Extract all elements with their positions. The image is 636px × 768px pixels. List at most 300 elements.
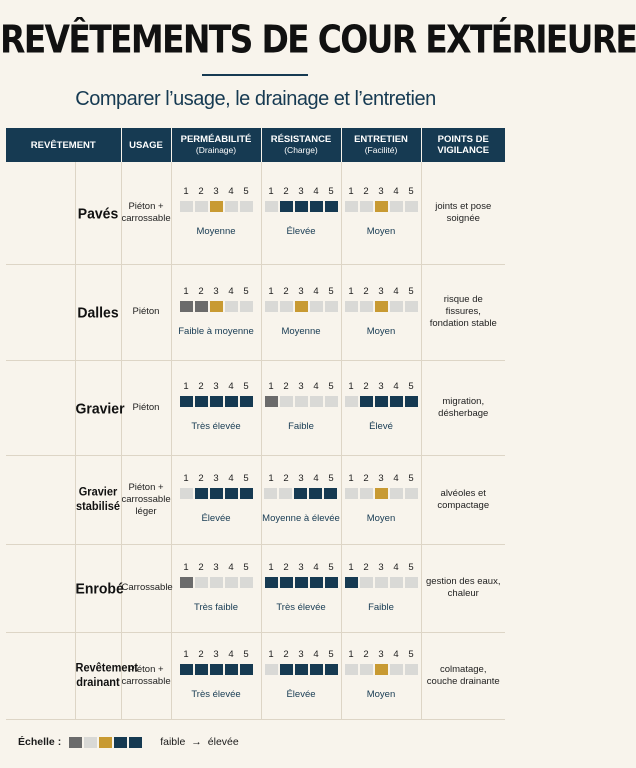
rating-block bbox=[390, 577, 403, 588]
usage-line: léger bbox=[135, 505, 157, 517]
scale-number: 2 bbox=[363, 381, 369, 392]
resistance-rating bbox=[265, 286, 338, 337]
permeabilite-rating-cell bbox=[171, 360, 261, 455]
rating-block bbox=[280, 664, 293, 675]
rating-block bbox=[360, 201, 373, 212]
rating-blocks bbox=[265, 664, 338, 675]
rating-blocks bbox=[345, 577, 418, 588]
rating-blocks bbox=[345, 201, 418, 212]
vigilance-line: colmatage, bbox=[440, 663, 487, 675]
scale-numbers bbox=[180, 562, 253, 573]
entretien-label: Élevé bbox=[369, 421, 393, 432]
legend-high: élevée bbox=[207, 736, 239, 748]
scale-number: 5 bbox=[243, 473, 249, 484]
vigilance-line: fondation stable bbox=[429, 318, 497, 329]
resistance-rating bbox=[265, 186, 338, 237]
scale-number: 1 bbox=[348, 561, 354, 573]
rating-block bbox=[280, 396, 293, 407]
scale-number: 4 bbox=[313, 186, 319, 198]
vigilance-line: couche drainante bbox=[426, 675, 500, 687]
vigilance-line: chaleur bbox=[447, 588, 479, 599]
scale-number: 3 bbox=[378, 473, 384, 484]
rating-block bbox=[279, 488, 292, 499]
rating-block bbox=[265, 664, 278, 675]
rating-block bbox=[390, 301, 403, 312]
resistance-rating-cell bbox=[261, 632, 341, 719]
rating-block bbox=[345, 396, 358, 407]
scale-number: 3 bbox=[378, 561, 384, 573]
resistance-rating-cell bbox=[261, 162, 341, 264]
table-body bbox=[6, 162, 505, 719]
scale-numbers bbox=[265, 381, 338, 392]
rating-block bbox=[295, 301, 308, 312]
rating-block bbox=[225, 577, 238, 588]
scale-number: 1 bbox=[268, 186, 274, 198]
entretien-rating-cell bbox=[341, 360, 421, 455]
col-header-permeabilite-title: PERMÉABILITÉ bbox=[180, 134, 252, 145]
scale-number: 3 bbox=[378, 381, 384, 392]
scale-number: 2 bbox=[363, 285, 369, 297]
scale-number: 3 bbox=[213, 649, 219, 660]
scale-number: 1 bbox=[183, 649, 189, 660]
permeabilite-rating-cell bbox=[171, 264, 261, 360]
legend-low: faible bbox=[160, 736, 186, 748]
vigilance-line: gestion des eaux, bbox=[426, 576, 501, 587]
rating-blocks bbox=[265, 201, 338, 212]
scale-numbers bbox=[262, 473, 340, 484]
permeabilite-rating bbox=[178, 286, 254, 337]
scale-number: 5 bbox=[243, 561, 249, 573]
usage-line: Piéton bbox=[132, 306, 160, 317]
vigilance-cell bbox=[421, 544, 505, 632]
col-header-resistance-sub: (Charge) bbox=[284, 145, 318, 155]
scale-number: 4 bbox=[393, 473, 399, 484]
permeabilite-rating-cell bbox=[171, 455, 261, 544]
col-header-permeabilite bbox=[171, 128, 261, 162]
table-row bbox=[6, 455, 505, 544]
rating-block bbox=[210, 577, 223, 588]
entretien-label: Moyen bbox=[366, 325, 396, 337]
rating-block bbox=[310, 201, 323, 212]
rating-block bbox=[345, 488, 358, 499]
rating-block bbox=[325, 301, 338, 312]
rating-block bbox=[240, 301, 253, 312]
permeabilite-label: Très élevée bbox=[191, 421, 241, 432]
rating-block bbox=[280, 201, 293, 212]
scale-number: 5 bbox=[408, 186, 414, 198]
permeabilite-rating bbox=[180, 381, 253, 432]
scale-number: 4 bbox=[228, 381, 234, 392]
scale-number: 3 bbox=[213, 473, 219, 484]
scale-number: 5 bbox=[243, 186, 249, 198]
rating-blocks bbox=[345, 664, 418, 675]
usage-cell bbox=[121, 360, 171, 455]
scale-number: 4 bbox=[393, 186, 399, 198]
col-header-revetement: REVÊTEMENT bbox=[6, 128, 121, 162]
resistance-rating bbox=[265, 649, 338, 700]
vigilance-line: migration, bbox=[442, 395, 485, 407]
rating-block bbox=[375, 301, 388, 312]
scale-number: 4 bbox=[393, 381, 399, 392]
scale-number: 4 bbox=[228, 649, 234, 660]
resistance-rating bbox=[265, 562, 338, 613]
rating-block bbox=[390, 201, 403, 212]
scale-number: 1 bbox=[183, 473, 189, 484]
scale-number: 1 bbox=[348, 381, 354, 392]
rating-blocks bbox=[265, 396, 338, 407]
entretien-rating-cell bbox=[341, 455, 421, 544]
rating-block bbox=[240, 396, 253, 407]
scale-number: 1 bbox=[183, 285, 189, 297]
scale-number: 2 bbox=[198, 561, 204, 573]
scale-number: 1 bbox=[183, 186, 189, 198]
permeabilite-label: Très élevée bbox=[191, 689, 241, 700]
scale-numbers bbox=[180, 381, 253, 392]
permeabilite-label: Élevée bbox=[201, 513, 231, 524]
resistance-label: Très élevée bbox=[276, 601, 326, 613]
rating-blocks bbox=[180, 201, 253, 212]
resistance-rating bbox=[262, 473, 340, 524]
rating-block bbox=[225, 488, 238, 499]
table-row bbox=[6, 544, 505, 632]
scale-numbers bbox=[265, 286, 338, 297]
rating-block bbox=[390, 488, 403, 499]
scale-number: 3 bbox=[298, 186, 304, 198]
surface-name: Dalles bbox=[75, 260, 121, 364]
scale-number: 2 bbox=[283, 285, 289, 297]
scale-legend bbox=[18, 736, 239, 748]
scale-number: 1 bbox=[268, 473, 274, 484]
col-header-permeabilite-sub: (Drainage) bbox=[195, 145, 237, 155]
scale-number: 3 bbox=[298, 285, 304, 297]
comparison-table bbox=[6, 128, 505, 720]
rating-block bbox=[345, 201, 358, 212]
surface-swatch bbox=[6, 360, 75, 455]
scale-numbers bbox=[180, 473, 253, 484]
resistance-label: Élevée bbox=[286, 689, 316, 700]
entretien-rating-cell bbox=[341, 162, 421, 264]
scale-number: 5 bbox=[408, 473, 414, 484]
rating-block bbox=[265, 301, 278, 312]
scale-number: 5 bbox=[243, 649, 249, 660]
usage-cell bbox=[121, 264, 171, 360]
table-row bbox=[6, 162, 505, 264]
scale-number: 5 bbox=[243, 285, 249, 297]
vigilance-line: alvéoles et bbox=[440, 487, 486, 499]
rating-block bbox=[225, 396, 238, 407]
entretien-rating-cell bbox=[341, 264, 421, 360]
scale-number: 5 bbox=[328, 186, 334, 198]
scale-number: 3 bbox=[298, 473, 304, 484]
scale-number: 4 bbox=[393, 649, 399, 660]
entretien-rating bbox=[345, 186, 418, 237]
legend-block bbox=[99, 737, 112, 748]
rating-block bbox=[360, 301, 373, 312]
scale-number: 1 bbox=[268, 649, 274, 660]
rating-block bbox=[240, 488, 253, 499]
scale-numbers bbox=[265, 649, 338, 660]
col-header-resistance bbox=[261, 128, 341, 162]
rating-block bbox=[375, 577, 388, 588]
scale-number: 5 bbox=[408, 561, 414, 573]
scale-number: 5 bbox=[328, 285, 334, 297]
rating-block bbox=[195, 664, 208, 675]
surface-name: Gravier stabilisé bbox=[75, 451, 121, 547]
title-divider bbox=[202, 74, 308, 76]
scale-number: 1 bbox=[268, 561, 274, 573]
vigilance-line: soignée bbox=[446, 212, 480, 224]
permeabilite-label: Faible à moyenne bbox=[178, 325, 254, 337]
scale-number: 3 bbox=[378, 285, 384, 297]
resistance-rating-cell bbox=[261, 264, 341, 360]
col-header-vigilance: POINTS DE VIGILANCE bbox=[421, 128, 505, 162]
rating-block bbox=[345, 664, 358, 675]
rating-block bbox=[195, 301, 208, 312]
surface-name: Gravier bbox=[75, 356, 121, 459]
scale-number: 3 bbox=[213, 381, 219, 392]
rating-block bbox=[324, 488, 337, 499]
rating-block bbox=[280, 301, 293, 312]
resistance-rating-cell bbox=[261, 544, 341, 632]
rating-block bbox=[240, 664, 253, 675]
rating-blocks bbox=[180, 396, 253, 407]
entretien-rating-cell bbox=[341, 632, 421, 719]
usage-line: Piéton bbox=[132, 401, 160, 413]
vigilance-line: désherbage bbox=[438, 407, 489, 419]
rating-block bbox=[309, 488, 322, 499]
legend-block bbox=[84, 737, 97, 748]
rating-block bbox=[265, 396, 278, 407]
scale-numbers bbox=[180, 649, 253, 660]
scale-number: 4 bbox=[228, 186, 234, 198]
scale-number: 1 bbox=[348, 186, 354, 198]
col-header-entretien-title: ENTRETIEN bbox=[354, 134, 408, 145]
scale-number: 1 bbox=[183, 561, 189, 573]
rating-blocks bbox=[178, 301, 254, 312]
scale-number: 3 bbox=[298, 561, 304, 573]
scale-numbers bbox=[345, 562, 418, 573]
rating-block bbox=[240, 577, 253, 588]
scale-number: 2 bbox=[198, 649, 204, 660]
surface-name: Pavés bbox=[75, 158, 121, 268]
scale-number: 3 bbox=[378, 649, 384, 660]
scale-number: 2 bbox=[363, 186, 369, 198]
usage-line: Piéton + bbox=[128, 663, 164, 675]
scale-number: 5 bbox=[408, 649, 414, 660]
entretien-rating bbox=[345, 473, 418, 524]
rating-block bbox=[264, 488, 277, 499]
surface-swatch bbox=[6, 544, 75, 632]
permeabilite-rating bbox=[180, 562, 253, 613]
scale-number: 2 bbox=[283, 186, 289, 198]
scale-numbers bbox=[180, 186, 253, 197]
page-title: REVÊTEMENTS DE COUR EXTÉRIEURE bbox=[0, 17, 636, 62]
rating-block bbox=[310, 577, 323, 588]
scale-number: 1 bbox=[348, 473, 354, 484]
rating-block bbox=[345, 577, 358, 588]
rating-block bbox=[295, 664, 308, 675]
scale-number: 2 bbox=[363, 473, 369, 484]
rating-block bbox=[180, 201, 193, 212]
resistance-label: Moyenne à élevée bbox=[262, 513, 340, 524]
entretien-rating bbox=[345, 286, 418, 337]
rating-block bbox=[210, 396, 223, 407]
scale-numbers bbox=[345, 186, 418, 197]
rating-block bbox=[405, 301, 418, 312]
permeabilite-rating bbox=[180, 649, 253, 700]
rating-block bbox=[210, 201, 223, 212]
rating-block bbox=[240, 201, 253, 212]
scale-number: 1 bbox=[183, 381, 189, 392]
rating-block bbox=[405, 396, 418, 407]
permeabilite-rating bbox=[180, 186, 253, 237]
surface-texture-image bbox=[0, 301, 83, 323]
vigilance-cell bbox=[421, 162, 505, 264]
rating-blocks bbox=[180, 577, 253, 588]
entretien-rating bbox=[345, 649, 418, 700]
col-header-resistance-title: RÉSISTANCE bbox=[270, 134, 332, 145]
resistance-rating-cell bbox=[261, 455, 341, 544]
scale-number: 2 bbox=[198, 285, 204, 297]
usage-cell bbox=[121, 632, 171, 719]
entretien-rating bbox=[345, 381, 418, 432]
rating-block bbox=[360, 664, 373, 675]
rating-block bbox=[310, 396, 323, 407]
rating-block bbox=[265, 577, 278, 588]
usage-line: carrossable bbox=[121, 493, 171, 505]
entretien-rating bbox=[345, 562, 418, 613]
scale-number: 1 bbox=[268, 285, 274, 297]
rating-block bbox=[180, 664, 193, 675]
rating-block bbox=[405, 664, 418, 675]
resistance-rating-cell bbox=[261, 360, 341, 455]
scale-number: 4 bbox=[228, 285, 234, 297]
scale-numbers bbox=[345, 649, 418, 660]
scale-number: 5 bbox=[328, 561, 334, 573]
scale-number: 4 bbox=[313, 561, 319, 573]
rating-block bbox=[325, 201, 338, 212]
rating-block bbox=[375, 396, 388, 407]
resistance-label: Faible bbox=[288, 421, 314, 432]
rating-block bbox=[405, 488, 418, 499]
col-header-usage: USAGE bbox=[121, 128, 171, 162]
rating-block bbox=[210, 488, 223, 499]
permeabilite-label: Moyenne bbox=[196, 226, 236, 238]
rating-block bbox=[294, 488, 307, 499]
usage-line: Piéton + bbox=[128, 200, 164, 212]
surface-name: Revêtement drainant bbox=[75, 629, 121, 723]
rating-blocks bbox=[345, 488, 418, 499]
surface-swatch bbox=[6, 264, 75, 360]
table-header-row bbox=[6, 128, 505, 162]
rating-block bbox=[280, 577, 293, 588]
scale-number: 4 bbox=[313, 285, 319, 297]
scale-number: 5 bbox=[243, 381, 249, 392]
scale-number: 2 bbox=[198, 381, 204, 392]
vigilance-cell bbox=[421, 632, 505, 719]
rating-block bbox=[180, 301, 193, 312]
col-header-entretien-sub: (Facilité) bbox=[364, 145, 398, 155]
rating-block bbox=[210, 301, 223, 312]
scale-number: 3 bbox=[213, 186, 219, 198]
rating-block bbox=[225, 301, 238, 312]
entretien-rating-cell bbox=[341, 544, 421, 632]
permeabilite-rating-cell bbox=[171, 544, 261, 632]
vigilance-cell bbox=[421, 455, 505, 544]
scale-number: 3 bbox=[378, 186, 384, 198]
page-subtitle: Comparer l’usage, le drainage et l’entretien bbox=[75, 88, 436, 110]
resistance-label: Moyenne bbox=[281, 325, 321, 337]
legend-block bbox=[114, 737, 127, 748]
scale-number: 4 bbox=[393, 285, 399, 297]
rating-block bbox=[180, 396, 193, 407]
scale-number: 3 bbox=[298, 649, 304, 660]
rating-block bbox=[195, 201, 208, 212]
rating-block bbox=[405, 201, 418, 212]
scale-number: 1 bbox=[348, 649, 354, 660]
rating-block bbox=[390, 664, 403, 675]
rating-block bbox=[310, 664, 323, 675]
rating-blocks bbox=[180, 488, 253, 499]
rating-block bbox=[180, 577, 193, 588]
legend-label: Échelle : bbox=[18, 736, 62, 748]
scale-numbers bbox=[345, 381, 418, 392]
scale-number: 2 bbox=[283, 649, 289, 660]
scale-number: 4 bbox=[313, 381, 319, 392]
scale-number: 5 bbox=[408, 381, 414, 392]
rating-block bbox=[325, 577, 338, 588]
entretien-label: Moyen bbox=[366, 689, 396, 700]
scale-number: 1 bbox=[348, 285, 354, 297]
scale-number: 4 bbox=[393, 561, 399, 573]
rating-blocks bbox=[180, 664, 253, 675]
table-row bbox=[6, 264, 505, 360]
scale-number: 4 bbox=[313, 649, 319, 660]
scale-number: 3 bbox=[213, 561, 219, 573]
permeabilite-rating-cell bbox=[171, 162, 261, 264]
rating-block bbox=[265, 201, 278, 212]
table-row bbox=[6, 360, 505, 455]
scale-numbers bbox=[345, 473, 418, 484]
rating-block bbox=[360, 396, 373, 407]
scale-number: 5 bbox=[328, 649, 334, 660]
rating-block bbox=[405, 577, 418, 588]
rating-block bbox=[360, 488, 373, 499]
rating-block bbox=[360, 577, 373, 588]
usage-line: Carrossable bbox=[121, 582, 173, 593]
rating-block bbox=[295, 396, 308, 407]
scale-number: 5 bbox=[328, 381, 334, 392]
scale-number: 3 bbox=[213, 285, 219, 297]
legend-block bbox=[129, 737, 142, 748]
scale-numbers bbox=[178, 286, 254, 297]
rating-block bbox=[195, 488, 208, 499]
rating-block bbox=[375, 488, 388, 499]
scale-number: 5 bbox=[408, 285, 414, 297]
table-row bbox=[6, 632, 505, 719]
rating-block bbox=[325, 664, 338, 675]
scale-number: 3 bbox=[298, 381, 304, 392]
rating-blocks bbox=[262, 488, 340, 499]
usage-line: carrossable bbox=[121, 212, 171, 224]
rating-block bbox=[345, 301, 358, 312]
permeabilite-label: Très faible bbox=[194, 601, 238, 613]
scale-number: 4 bbox=[228, 473, 234, 484]
scale-numbers bbox=[265, 562, 338, 573]
rating-blocks bbox=[345, 301, 418, 312]
vigilance-line: risque de fissures, bbox=[443, 294, 483, 317]
scale-number: 4 bbox=[313, 473, 319, 484]
